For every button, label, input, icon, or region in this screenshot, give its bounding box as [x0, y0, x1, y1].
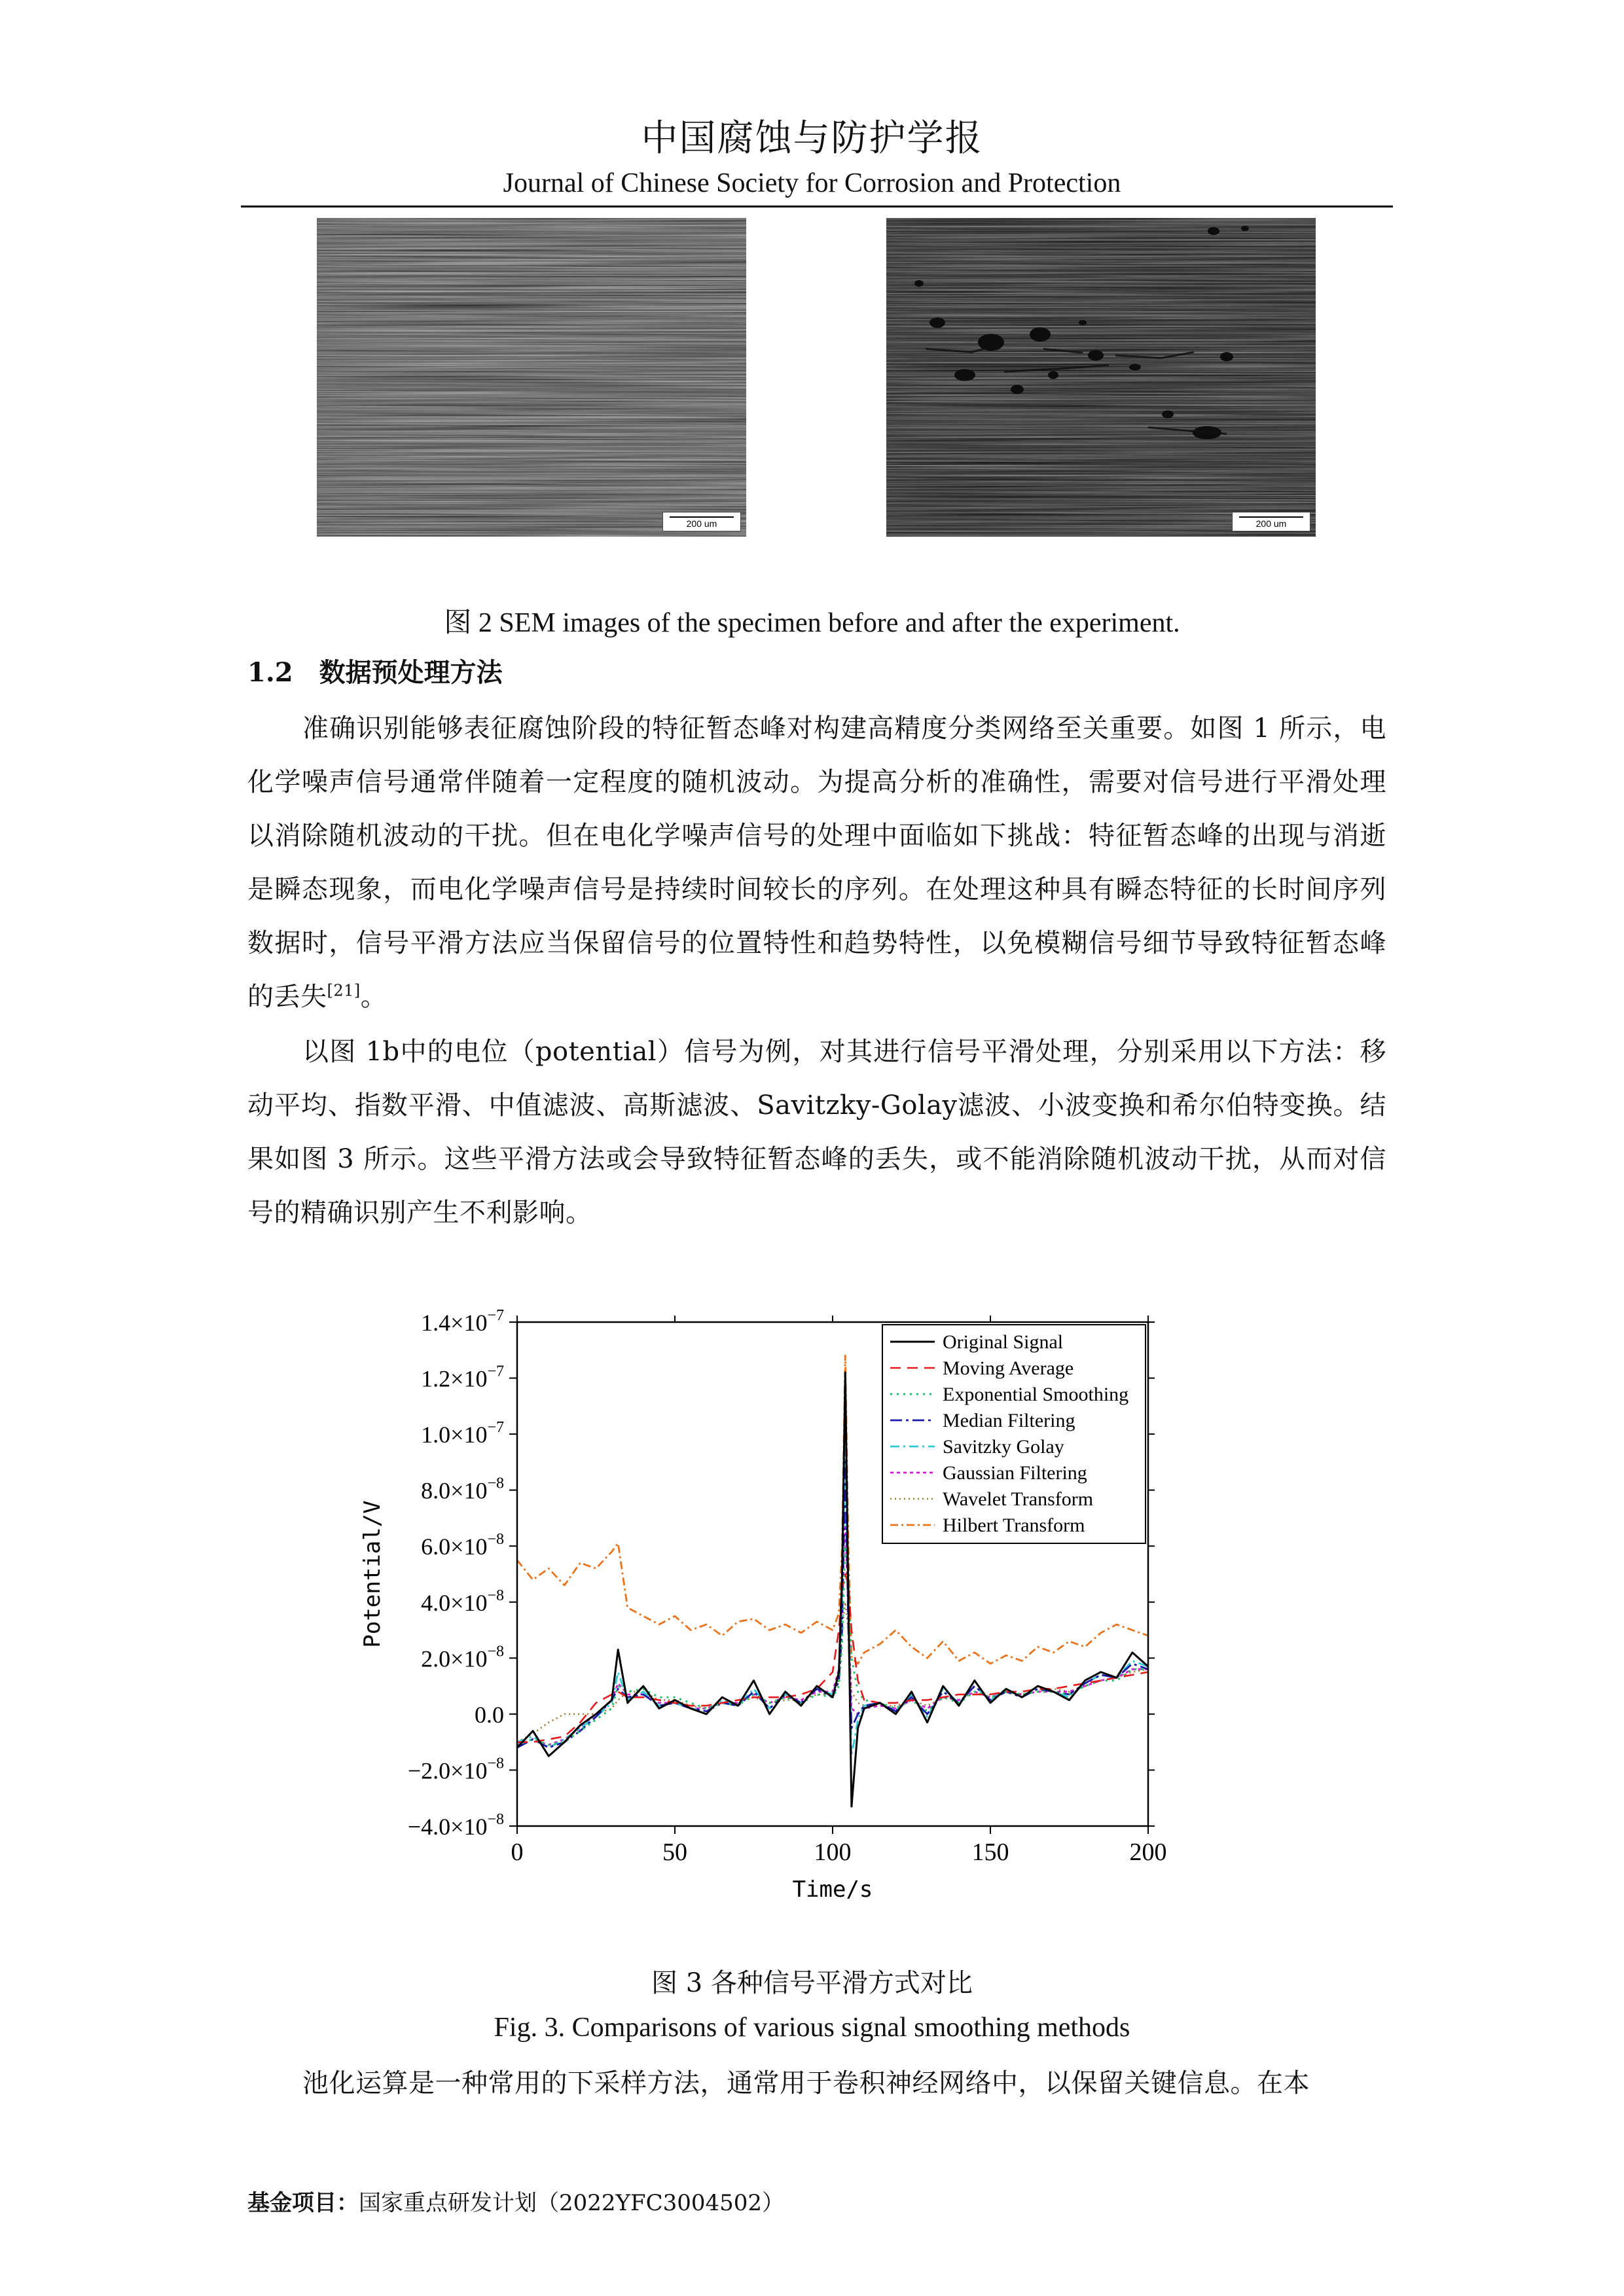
- scale-bar: 200 um: [1232, 512, 1310, 531]
- journal-title-en: Journal of Chinese Society for Corrosion and Protection: [503, 168, 1121, 198]
- figure-2-caption: 图 2 SEM images of the specimen before and after the experiment.: [444, 608, 1180, 638]
- series-line-exponential-smoothing: [517, 1546, 1148, 1745]
- legend-label: Wavelet Transform: [943, 1488, 1094, 1510]
- sem-image-before: [317, 218, 746, 537]
- funding-footnote: [247, 2185, 784, 2217]
- series-line-moving-average: [517, 1574, 1148, 1742]
- section-heading: [247, 652, 503, 689]
- legend-label: Exponential Smoothing: [943, 1384, 1129, 1405]
- x-tick-label: 100: [814, 1839, 852, 1866]
- x-tick-label: 50: [662, 1839, 687, 1866]
- x-tick-label: 0: [511, 1839, 524, 1866]
- y-tick-label: $-4.0\times 10^{-8}$: [407, 1811, 504, 1840]
- citation-ref[interactable]: [21]: [327, 981, 361, 1000]
- y-tick-label: $2.0\times 10^{-8}$: [421, 1643, 504, 1672]
- y-tick-label: $4.0\times 10^{-8}$: [421, 1587, 504, 1616]
- figure-3-caption-cn: 图 3 各种信号平滑方式对比: [651, 1968, 973, 1998]
- sem-image-after: [886, 218, 1316, 537]
- paragraph-1-end: 。: [360, 982, 388, 1012]
- smoothing-comparison-chart: [353, 1288, 1178, 1916]
- y-axis-label: Potential/V: [359, 1500, 386, 1648]
- paragraph-3: 池化运算是一种常用的下采样方法，通常用于卷积神经网络中，以保留关键信息。在本: [302, 2068, 1310, 2098]
- x-tick-label: 150: [971, 1839, 1009, 1866]
- legend-label: Original Signal: [943, 1331, 1064, 1353]
- y-tick-label: $8.0\times 10^{-8}$: [421, 1475, 504, 1504]
- legend-label: Savitzky Golay: [943, 1436, 1064, 1458]
- y-tick-label: $1.2\times 10^{-7}$: [421, 1363, 504, 1392]
- legend-label: Gaussian Filtering: [943, 1462, 1087, 1484]
- y-tick-label: $6.0\times 10^{-8}$: [421, 1531, 504, 1560]
- legend-label: Moving Average: [943, 1357, 1074, 1379]
- scale-bar: 200 um: [662, 512, 741, 531]
- section-number: 1.2: [247, 657, 293, 688]
- legend-label: Median Filtering: [943, 1410, 1075, 1431]
- legend-label: Hilbert Transform: [943, 1515, 1085, 1536]
- paragraph-1: [247, 702, 1386, 1024]
- footnote-label: 基金项目：: [247, 2190, 359, 2216]
- figure-3-chart: [353, 1288, 1178, 1916]
- x-axis-label: Time/s: [792, 1876, 873, 1903]
- y-tick-label: $-2.0\times 10^{-8}$: [407, 1755, 504, 1784]
- x-tick-label: 200: [1129, 1839, 1167, 1866]
- paragraph-1-text: 准确识别能够表征腐蚀阶段的特征暂态峰对构建高精度分类网络至关重要。如图 1 所示，电化学噪声信号通常伴随着一定程度的随机波动。为提高分析的准确性，需要对信号进行平滑处理以消除随机波动的干扰。但在电化学噪声信号的处理中面临如下挑战：特征暂态峰的出现与消逝是瞬态现象，而电化学噪声信号是持续时间较长的序列。在处理这种具有瞬态特征的长时间序列数据时，信号平滑方法应当保留信号的位置特性和趋势特性，以免模糊信号细节导致特征暂态峰的丢失: [247, 713, 1386, 1012]
- header-rule: [241, 206, 1393, 207]
- paragraph-2: 以图 1b中的电位（potential）信号为例，对其进行信号平滑处理，分别采用以下方法：移动平均、指数平滑、中值滤波、高斯滤波、Savitzky-Golay滤波、小波变换和希尔伯特变换。结果如图 3 所示。这些平滑方法或会导致特征暂态峰的丢失，或不能消除随机波动干扰，从而对信号的精确识别产生不利影响。: [247, 1037, 1386, 1228]
- section-title: 数据预处理方法: [319, 657, 503, 688]
- y-tick-label: $1.0\times 10^{-7}$: [421, 1419, 504, 1448]
- journal-title-cn: 中国腐蚀与防护学报: [641, 117, 983, 160]
- footnote-text: 国家重点研发计划（2022YFC3004502）: [359, 2190, 785, 2216]
- y-tick-label: 0.0: [475, 1701, 504, 1728]
- figure-3-caption-en: Fig. 3. Comparisons of various signal smoothing methods: [494, 2013, 1130, 2043]
- journal-header: [0, 113, 1624, 202]
- y-tick-label: $1.4\times 10^{-7}$: [421, 1307, 504, 1336]
